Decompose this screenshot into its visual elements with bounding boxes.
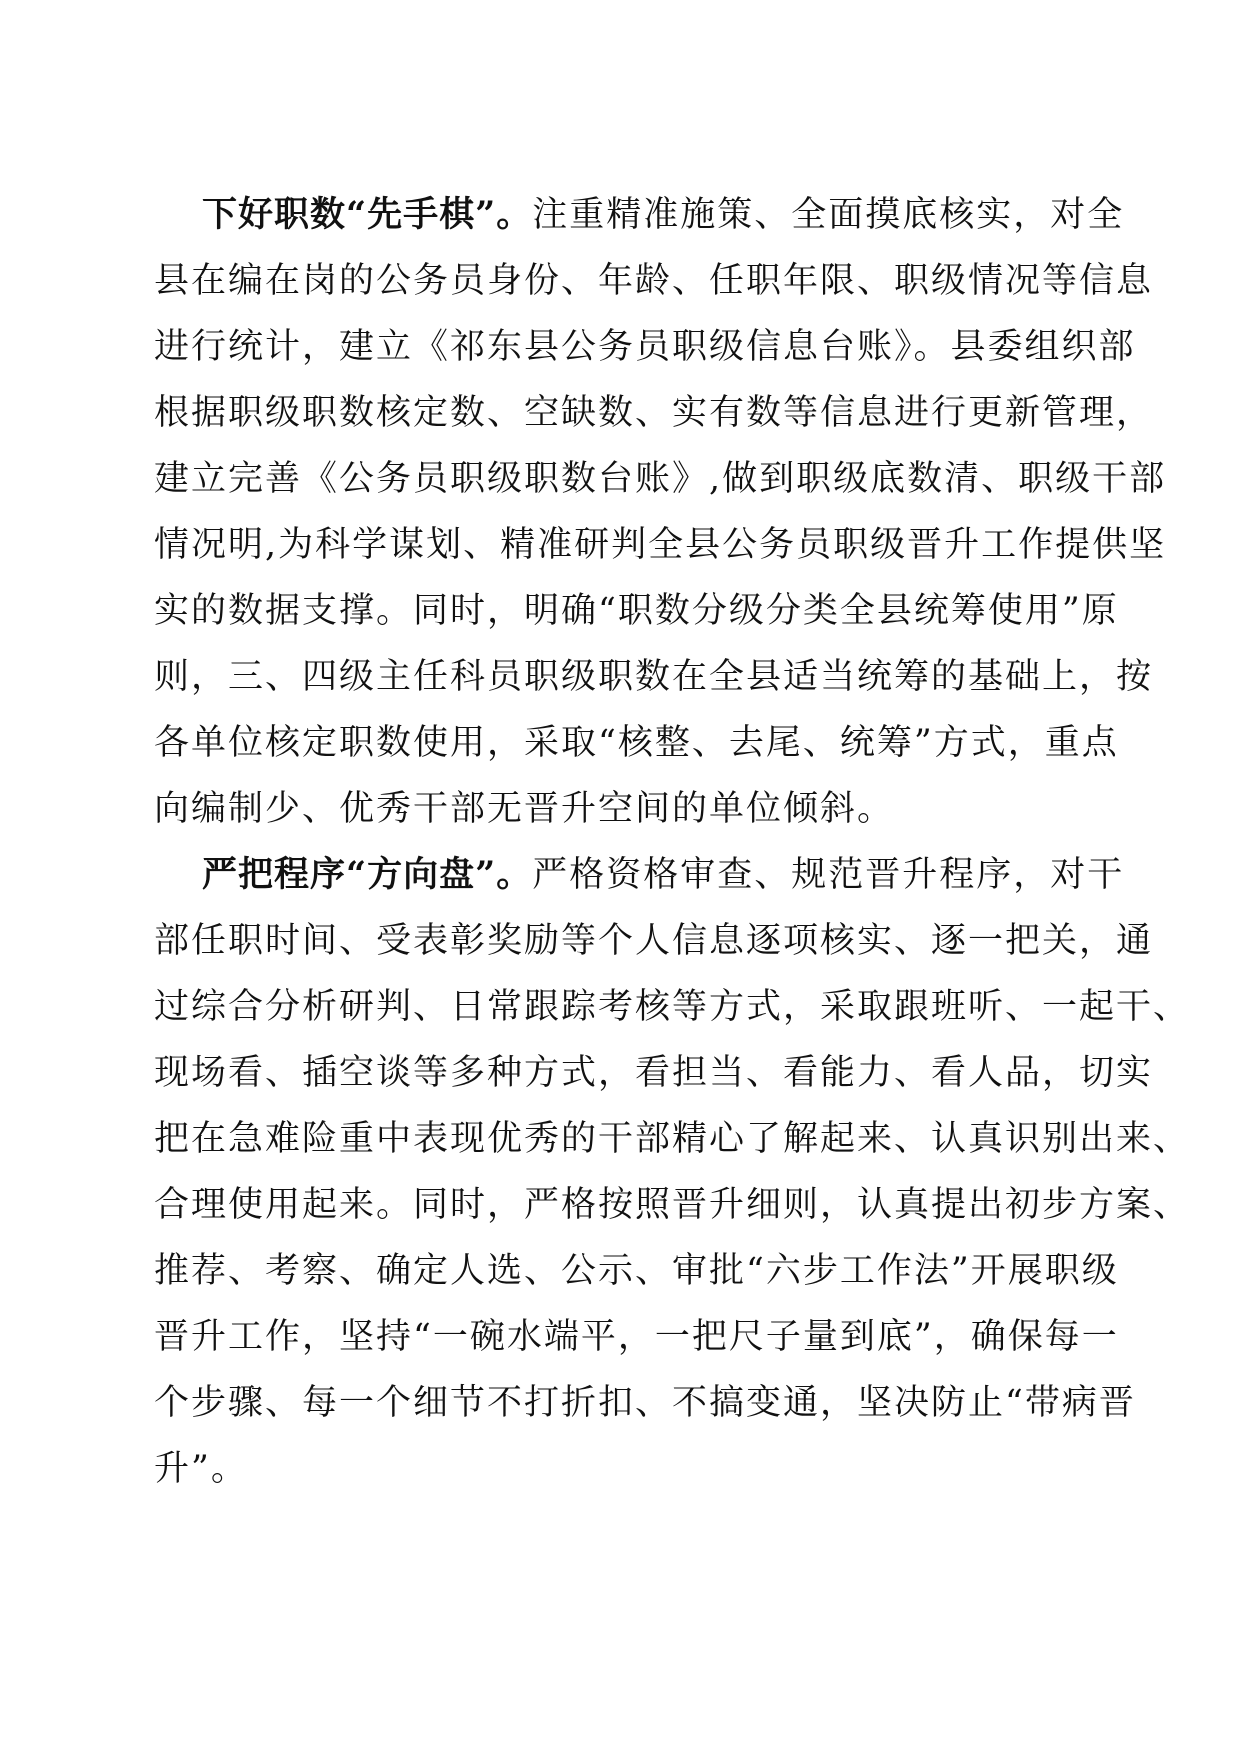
text-line: 个步骤、每一个细节不打折扣、不搞变通，坚决防止“带病晋 [154, 1383, 1136, 1423]
paragraph-job-quota [154, 182, 1167, 842]
paragraph-heading: 下好职数“先手棋”。 [202, 194, 533, 235]
text-line: 严格资格审查、规范晋升程序，对干 [532, 855, 1125, 895]
text-line: 县在编在岗的公务员身份、年龄、任职年限、职级情况等信息 [154, 261, 1154, 301]
text-line: 情况明,为科学谋划、精准研判全县公务员职级晋升工作提供坚 [154, 525, 1167, 565]
text-line: 实的数据支撑。同时，明确“职数分级分类全县统筹使用”原 [154, 591, 1119, 631]
text-line: 过综合分析研判、日常跟踪考核等方式，采取跟班听、一起干、 [154, 987, 1191, 1027]
paragraph-first-line [154, 182, 1125, 248]
text-line: 合理使用起来。同时，严格按照晋升细则，认真提出初步方案、 [154, 1185, 1191, 1225]
text-line: 把在急难险重中表现优秀的干部精心了解起来、认真识别出来、 [154, 1119, 1191, 1159]
text-line: 升”。 [154, 1449, 248, 1489]
text-line: 建立完善《公务员职级职数台账》,做到职级底数清、职级干部 [154, 459, 1167, 499]
document-body [154, 182, 1191, 1502]
paragraph-heading: 严把程序“方向盘”。 [202, 854, 533, 895]
text-line: 则，三、四级主任科员职级职数在全县适当统筹的基础上，按 [154, 657, 1154, 697]
text-line: 各单位核定职数使用，采取“核整、去尾、统筹”方式，重点 [154, 723, 1119, 763]
text-line: 注重精准施策、全面摸底核实，对全 [532, 195, 1125, 235]
text-line: 向编制少、优秀干部无晋升空间的单位倾斜。 [154, 789, 895, 829]
paragraph-first-line [154, 842, 1125, 908]
paragraph-procedure [154, 842, 1191, 1502]
text-line: 根据职级职数核定数、空缺数、实有数等信息进行更新管理， [154, 393, 1154, 433]
text-line: 现场看、插空谈等多种方式，看担当、看能力、看人品，切实 [154, 1053, 1154, 1093]
text-line: 晋升工作，坚持“一碗水端平，一把尺子量到底”，确保每一 [154, 1317, 1119, 1357]
text-line: 部任职时间、受表彰奖励等个人信息逐项核实、逐一把关，通 [154, 921, 1154, 961]
text-line: 进行统计，建立《祁东县公务员职级信息台账》。县委组织部 [154, 327, 1136, 367]
text-line: 推荐、考察、确定人选、公示、审批“六步工作法”开展职级 [154, 1251, 1119, 1291]
